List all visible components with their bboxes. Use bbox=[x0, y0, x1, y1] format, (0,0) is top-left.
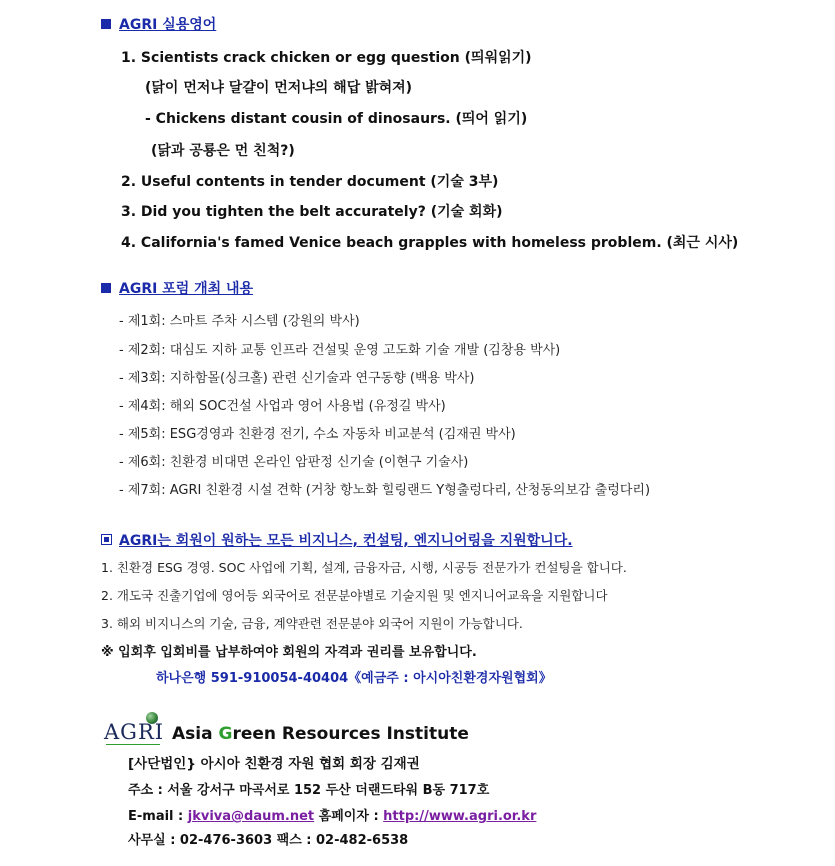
forum-item-7: - 제7회: AGRI 친환경 시설 견학 (거창 항노화 힐링랜드 Y형출렁다리, 산청동의보감 출렁다리) bbox=[119, 483, 651, 498]
square-bullet-icon bbox=[101, 283, 111, 293]
english-item-1-sub: - Chickens distant cousin of dinosaurs. (띄어 읽기) bbox=[145, 111, 528, 127]
service-item-2: 2. 개도국 진출기업에 영어등 외국어로 전문분야별로 기술지원 및 엔지니어교육을 지원합니다 bbox=[101, 588, 608, 603]
square-bullet-icon bbox=[101, 19, 111, 29]
agri-logo bbox=[104, 712, 164, 746]
bank-account: 하나은행 591-910054-40404《예금주 : 아시아친환경자원협회》 bbox=[156, 671, 552, 686]
section2-title: AGRI 포럼 개최 내용 bbox=[101, 278, 253, 298]
english-item-4: 4. California's famed Venice beach grapples with homeless problem. (최근 시사) bbox=[121, 235, 739, 251]
email-link[interactable]: jkviva@daum.net bbox=[187, 809, 315, 824]
forum-item-4: - 제4회: 해외 SOC건설 사업과 영어 사용법 (유정길 박사) bbox=[119, 399, 446, 414]
english-item-1-sub-translation: (닭과 공룡은 먼 친척?) bbox=[151, 143, 295, 159]
org-name-en: Asia Green Resources Institute bbox=[172, 724, 469, 744]
forum-item-5: - 제5회: ESG경영과 친환경 전기, 수소 자동차 비교분석 (김재권 박사) bbox=[119, 427, 516, 442]
english-item-2: 2. Useful contents in tender document (기술 3부) bbox=[121, 174, 499, 190]
english-item-1: 1. Scientists crack chicken or egg question (띄워읽기) bbox=[121, 50, 532, 66]
service-item-3: 3. 해외 비지니스의 기술, 금융, 계약관련 전문분야 외국어 지원이 가능합니다. bbox=[101, 616, 523, 631]
section3-title: AGRI는 회원이 원하는 모든 비지니스, 컨설팅, 엔지니어링을 지원합니다. bbox=[101, 530, 573, 550]
service-item-1: 1. 친환경 ESG 경영. SOC 사업에 기획, 설계, 금융자금, 시행, 시공등 전문가가 컨설팅을 합니다. bbox=[101, 560, 627, 575]
section1-title: AGRI 실용영어 bbox=[101, 14, 216, 34]
forum-item-6: - 제6회: 친환경 비대면 온라인 암판정 신기술 (이현구 기술사) bbox=[119, 455, 469, 470]
english-item-3: 3. Did you tighten the belt accurately? (기술 회화) bbox=[121, 204, 503, 220]
homepage-link[interactable]: http://www.agri.or.kr bbox=[383, 809, 537, 824]
logo-underline bbox=[106, 744, 160, 745]
contact-line: E-mail : jkviva@daum.net 홈페이자 : http://www.agri.or.kr bbox=[128, 809, 537, 824]
forum-item-2: - 제2회: 대심도 지하 교통 인프라 건설및 운영 고도화 기술 개발 (김창용 박사) bbox=[119, 343, 561, 358]
forum-item-1: - 제1회: 스마트 주차 시스템 (강원의 박사) bbox=[119, 314, 360, 329]
logo-text: AGRI bbox=[104, 720, 165, 744]
boxed-square-icon bbox=[101, 534, 112, 545]
phone-fax: 사무실 : 02-476-3603 팩스 : 02-482-6538 bbox=[128, 833, 409, 848]
english-item-1-translation: (닭이 먼저냐 달걀이 먼저냐의 해답 밝혀져) bbox=[145, 80, 413, 96]
membership-note: ※ 입회후 입회비를 납부하여야 회원의 자격과 권리를 보유합니다. bbox=[101, 645, 477, 660]
org-name-ko: [사단법인} 아시아 친환경 자원 협회 회장 김재권 bbox=[128, 756, 420, 772]
forum-item-3: - 제3회: 지하함몰(싱크홀) 관련 신기술과 연구동향 (백용 박사) bbox=[119, 371, 475, 386]
address: 주소 : 서울 강서구 마곡서로 152 두산 더랜드타워 B동 717호 bbox=[128, 783, 490, 798]
